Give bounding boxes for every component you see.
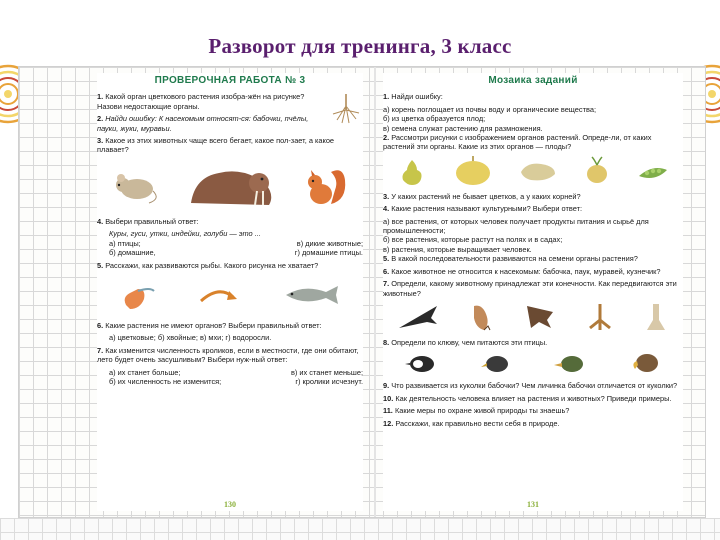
duck-icon: [554, 351, 588, 375]
r-question-12: 12. Расскажи, как правильно вести себя в природе.: [383, 418, 560, 428]
question-4: 4. Выбери правильный ответ:: [97, 216, 199, 226]
r-question-4-options: а) все растения, от которых человек получает продукты питания и сырьё для промышленности; б) все растения, которые растут на полях и в садах; в) растения, которые выращивает человек.: [383, 216, 649, 254]
r-question-5: 5. В какой последовательности развиваются на семени органы растения?: [383, 254, 638, 264]
mouse-icon: [109, 165, 161, 205]
right-page-title: Мозаика заданий: [488, 75, 578, 86]
question-7-options: а) их станет больше; в) их станет меньше; б) их численность не изменится; г) кролики исчезнут.: [109, 367, 363, 386]
left-page-number: 130: [224, 499, 236, 509]
pear-icon: [395, 156, 429, 186]
radish-icon: [517, 156, 559, 186]
fish-development-row: [97, 275, 363, 315]
spread-fold: [374, 67, 376, 517]
r-question-6: 6. Какое животное не относится к насекомым: бабочка, паук, муравей, кузнечик?: [383, 266, 661, 276]
peas-icon: [635, 156, 671, 186]
r-question-7: 7. Определи, какому животному принадлежат эти конечности. Как передвигаются эти животные?: [383, 279, 677, 298]
r-question-1: 1. Найди ошибку:: [383, 92, 443, 102]
tit-bird-icon: [404, 351, 438, 375]
plant-root-icon: [329, 92, 363, 126]
fish-icon: [280, 282, 342, 308]
onion-icon: [452, 156, 494, 186]
question-5: 5. Расскажи, как развиваются рыбы. Какого рисунка не хватает?: [97, 261, 319, 271]
crossbill-icon: [479, 351, 513, 375]
bird-foot-icon: [584, 302, 616, 332]
slide-title: Разворот для тренинга, 3 класс: [208, 34, 512, 58]
squirrel-icon: [301, 160, 351, 210]
r-question-8: 8. Определи по клюву, чем питаются эти птицы.: [383, 337, 548, 347]
question-3: 3. Какое из этих животных чаще всего бегает, какое пол-зает, а какое плавает?: [97, 136, 335, 155]
walrus-icon: [185, 159, 277, 211]
grid-background-strip: [0, 518, 720, 540]
r-question-9: 9. Что развивается из куколки бабочки? Чем личинка бабочки отличается от куколки?: [383, 381, 678, 391]
animal-limbs-row: [383, 302, 683, 332]
question-1: 1. Какой орган цветкового растения изобра-жён на рисунке? Назови недостающие органы.: [97, 92, 305, 111]
bird-beaks-row: [383, 351, 683, 375]
r-question-1-options: а) корень поглощает из почвы воду и органические вещества; б) из цветка образуется плод; в) семена служат растению для размножения.: [383, 104, 597, 133]
flipper-icon: [397, 302, 439, 332]
mole-paw-icon: [466, 302, 496, 332]
animals-row: [97, 159, 363, 211]
question-7: 7. Как изменится численность кроликов, если в местности, где они обитают, лето будет очень засушливым? Выбери нуж-ный ответ:: [97, 345, 359, 365]
r-question-2: 2. Рассмотри рисунки с изображением органов растений. Опреде-ли, от каких растений эти органы. Какие из этих органов — плоды?: [383, 133, 652, 152]
textbook-spread: [18, 66, 706, 518]
arrow-icon: [199, 285, 239, 305]
question-6: 6. Какие растения не имеют органов? Выбери правильный ответ:: [97, 320, 322, 330]
r-question-3: 3. У каких растений не бывает цветков, а у каких корней?: [383, 191, 581, 201]
hoof-icon: [643, 302, 669, 332]
r-question-11: 11. Какие меры по охране живой природы ты знаешь?: [383, 406, 570, 416]
left-page-title: ПРОВЕРОЧНАЯ РАБОТА № 3: [154, 75, 306, 86]
left-page: [97, 73, 363, 511]
question-2: 2. Найди ошибку: К насекомым относят-ся: бабочки, пчёлы, пауки, жуки, муравьи.: [97, 114, 309, 133]
eagle-icon: [629, 351, 663, 375]
right-page: [383, 73, 683, 511]
root-vegetable-icon: [582, 156, 612, 186]
bat-wing-icon: [523, 302, 557, 332]
question-4-options: Куры, гуси, утки, индейки, голуби — это ... а) птицы; в) дикие животные; б) домашние, г) домашние птицы.: [109, 229, 363, 258]
question-6-options: а) цветковые; б) хвойные; в) мхи; г) водоросли.: [109, 333, 272, 343]
r-question-10: 10. Как деятельность человека влияет на растения и животных? Приведи примеры.: [383, 393, 672, 403]
fish-eggs-icon: [118, 275, 158, 315]
plant-organs-row: [383, 156, 683, 186]
right-page-number: 131: [527, 499, 539, 509]
r-question-4: 4. Какие растения называют культурными? Выбери ответ:: [383, 204, 583, 214]
